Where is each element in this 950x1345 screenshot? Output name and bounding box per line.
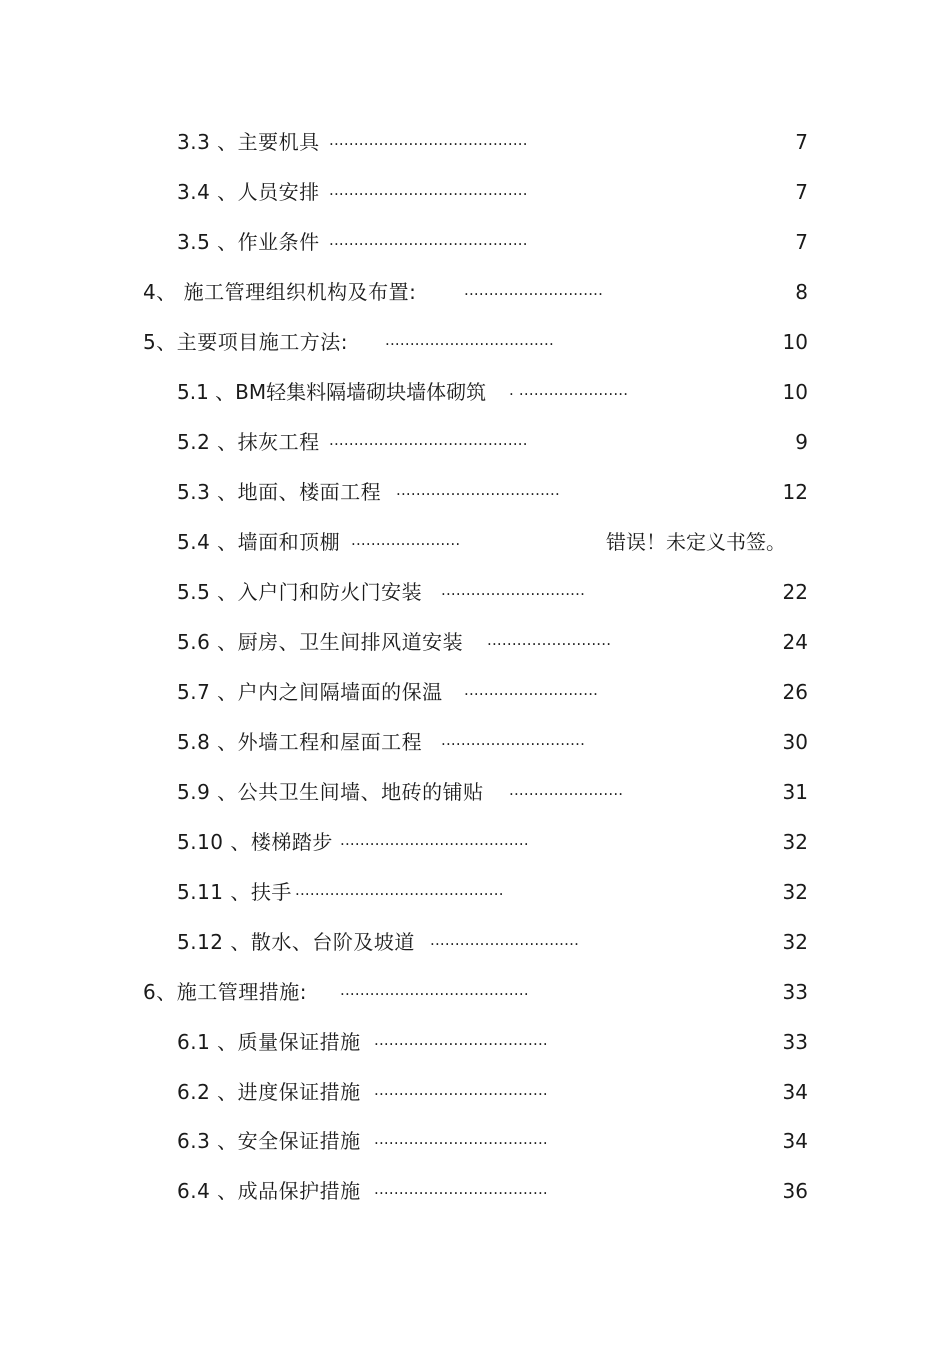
toc-entry-label: 5.6 、厨房、卫生间排风道安装	[177, 630, 464, 654]
toc-entry-label: 5.10 、楼梯踏步	[177, 830, 333, 854]
toc-entry-leader: ...................................	[374, 1180, 548, 1198]
toc-entry-page: 31	[782, 780, 808, 804]
toc-entry-leader: ......................	[351, 531, 461, 549]
toc-entry-leader: .................................	[396, 481, 560, 499]
toc-entry-page: 30	[782, 730, 808, 754]
toc-entry-5-12[interactable]	[0, 927, 950, 957]
toc-entry-label: 5、主要项目施工方法:	[143, 330, 348, 354]
toc-entry-leader: ...................................	[374, 1081, 548, 1099]
toc-entry-label: 6.4 、成品保护措施	[177, 1179, 361, 1203]
toc-entry-3-4[interactable]	[0, 177, 950, 207]
toc-entry-leader: ........................................	[329, 231, 528, 249]
toc-entry-label: 6、施工管理措施:	[143, 980, 307, 1004]
toc-entry-label: 5.4 、墙面和顶棚	[177, 530, 341, 554]
toc-entry-page: 7	[795, 230, 808, 254]
toc-entry-label: 5.7 、户内之间隔墙面的保温	[177, 680, 443, 704]
toc-entry-5-8[interactable]	[0, 727, 950, 757]
toc-entry-page: 32	[782, 930, 808, 954]
toc-entry-label: 5.8 、外墙工程和屋面工程	[177, 730, 423, 754]
toc-entry-leader: .............................	[441, 581, 586, 599]
toc-entry-page: 34	[782, 1080, 808, 1104]
toc-entry-label: 4、 施工管理组织机构及布置:	[143, 280, 417, 304]
toc-entry-page: 33	[782, 980, 808, 1004]
toc-entry-label: 3.4 、人员安排	[177, 180, 320, 204]
toc-entry-leader: ..................................	[385, 331, 554, 349]
toc-entry-3-5[interactable]	[0, 227, 950, 257]
toc-entry-page: 34	[782, 1129, 808, 1153]
toc-entry-leader: ........................................	[329, 181, 528, 199]
toc-entry-leader: ........................................	[329, 131, 528, 149]
toc-entry-label: 6.1 、质量保证措施	[177, 1030, 361, 1054]
toc-entry-page: 36	[782, 1179, 808, 1203]
toc-entry-leader: .............................	[441, 731, 586, 749]
toc-entry-5-4[interactable]	[0, 527, 950, 557]
toc-entry-page: 10	[782, 380, 808, 404]
toc-entry-6-2[interactable]	[0, 1077, 950, 1107]
toc-entry-label: 3.3 、主要机具	[177, 130, 320, 154]
toc-entry-page: 12	[782, 480, 808, 504]
toc-entry-label: 5.11 、扶手	[177, 880, 292, 904]
toc-entry-page-error: 错误！未定义书签。	[606, 530, 786, 554]
toc-entry-5-5[interactable]	[0, 577, 950, 607]
toc-entry-3-3[interactable]	[0, 127, 950, 157]
toc-entry-page: 32	[782, 880, 808, 904]
toc-entry-label: 3.5 、作业条件	[177, 230, 320, 254]
toc-entry-label: 6.3 、安全保证措施	[177, 1129, 361, 1153]
toc-entry-leader: ..............................	[430, 931, 580, 949]
toc-entry-page: 10	[782, 330, 808, 354]
toc-entry-label: 5.2 、抹灰工程	[177, 430, 320, 454]
toc-entry-6-3[interactable]	[0, 1126, 950, 1156]
toc-entry-leader: .......................	[509, 781, 624, 799]
toc-entry-leader: .........................	[487, 631, 612, 649]
toc-entry-leader: ............................	[464, 281, 604, 299]
toc-entry-label: 5.3 、地面、楼面工程	[177, 480, 382, 504]
toc-entry-5-2[interactable]	[0, 427, 950, 457]
toc-entry-page: 32	[782, 830, 808, 854]
toc-entry-5-6[interactable]	[0, 627, 950, 657]
toc-entry-page: 26	[782, 680, 808, 704]
toc-entry-page: 33	[782, 1030, 808, 1054]
toc-entry-6-4[interactable]	[0, 1176, 950, 1206]
toc-entry-leader: ...................................	[374, 1031, 548, 1049]
toc-entry-5-1[interactable]	[0, 377, 950, 407]
toc-entry-label: 5.5 、入户门和防火门安装	[177, 580, 423, 604]
toc-entry-page: 24	[782, 630, 808, 654]
toc-entry-label: 5.12 、散水、台阶及坡道	[177, 930, 415, 954]
toc-entry-5-3[interactable]	[0, 477, 950, 507]
toc-entry-leader: . ......................	[509, 381, 629, 399]
toc-entry-page: 7	[795, 130, 808, 154]
toc-entry-leader: ...........................	[464, 681, 599, 699]
toc-entry-4[interactable]	[0, 277, 950, 307]
toc-entry-label: 5.9 、公共卫生间墙、地砖的铺贴	[177, 780, 484, 804]
toc-entry-5-9[interactable]	[0, 777, 950, 807]
toc-entry-leader: ......................................	[340, 981, 529, 999]
toc-entry-5-10[interactable]	[0, 827, 950, 857]
toc-entry-label: 5.1 、BM轻集料隔墙砌块墙体砌筑	[177, 380, 487, 404]
toc-entry-leader: ......................................	[340, 831, 529, 849]
toc-entry-leader: ...................................	[374, 1130, 548, 1148]
toc-entry-page: 22	[782, 580, 808, 604]
toc-entry-page: 7	[795, 180, 808, 204]
toc-entry-page: 8	[795, 280, 808, 304]
toc-entry-page: 9	[795, 430, 808, 454]
toc-entry-leader: ........................................	[329, 431, 528, 449]
toc-entry-6[interactable]	[0, 977, 950, 1007]
toc-entry-6-1[interactable]	[0, 1027, 950, 1057]
toc-entry-label: 6.2 、进度保证措施	[177, 1080, 361, 1104]
toc-entry-5[interactable]	[0, 327, 950, 357]
toc-entry-leader: ..........................................	[295, 881, 504, 899]
toc-entry-5-11[interactable]	[0, 877, 950, 907]
toc-entry-5-7[interactable]	[0, 677, 950, 707]
